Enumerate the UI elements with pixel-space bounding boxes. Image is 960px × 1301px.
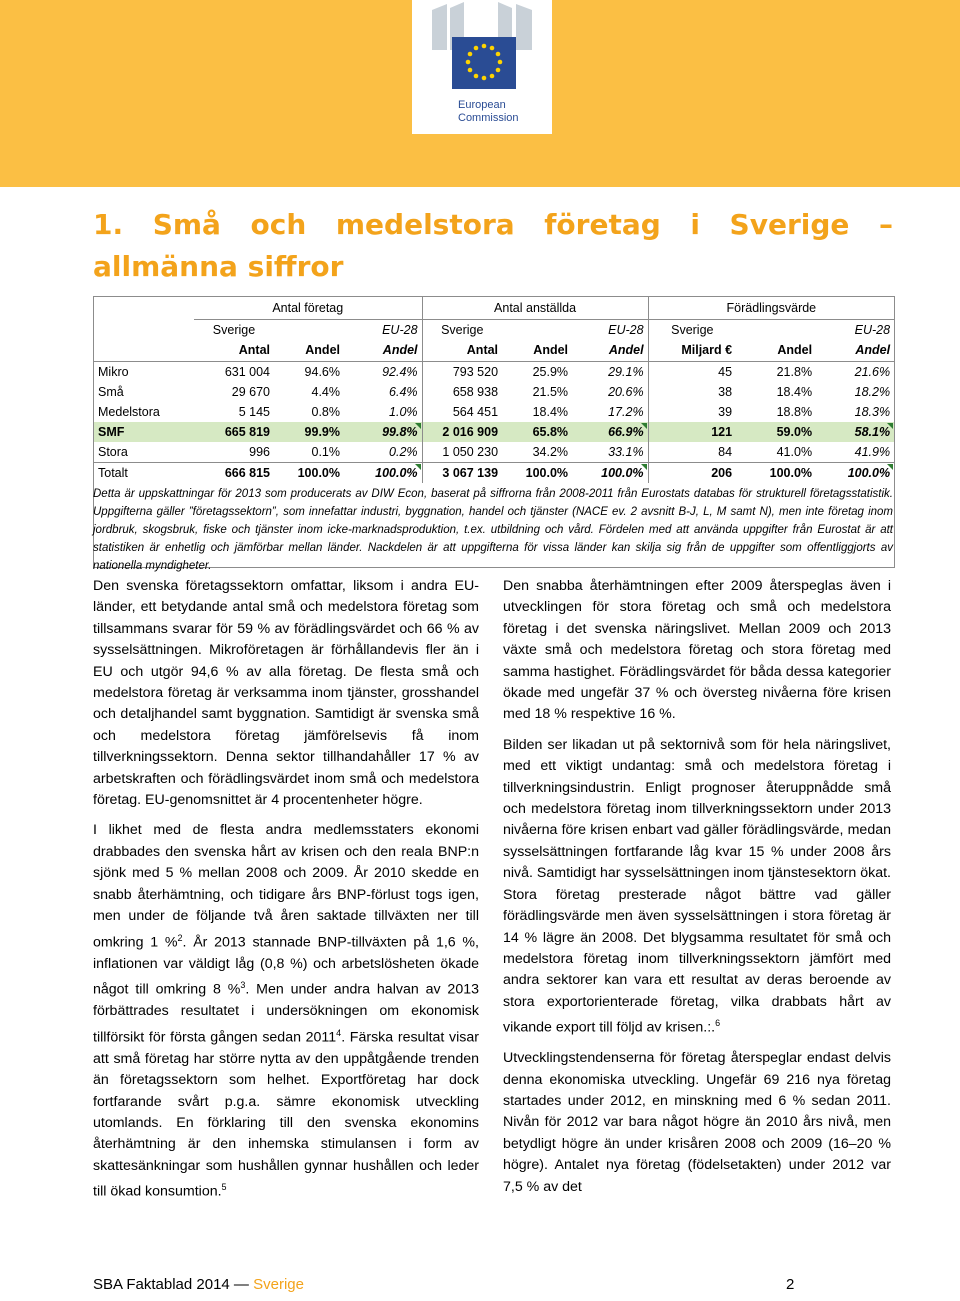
- svg-text:European: European: [458, 99, 506, 111]
- paragraph: I likhet med de flesta andra medlemsstaters ekonomi drabbades den svenska hårt av krisen och den reala BNP:n sjönk med 5 % mellan 2008 och 2009. År 2010 skedde en snabb återhämtning, och tidigare års BNP-förlust togs igen, men under de följande två åren saktade tillväxten ner till omkring 1 %$^2$. År 2013 stannade BNP-tillväxten på 1,6 %, inflationen var väldigt låg (0,8 %) och arbetslösheten ökade något till omkring 8 %$^3$. Men under andra halvan av 2013 förbättrades resultatet i undersökningen om ekonomisk tillförsikt för första gången sedan 2011$^4$. Färska resultat visar att små företag har större nytta av den uppåtgående trenden än företagssektorn som helhet. Exportföretag har dock fortfarande svårt p.g.a. sämre ekonomisk utveckling utomlands. En förklaring till den svenska ekonomins återhämtning är den inhemska stimulansen i form av skattesänkningar som hushållen gynnar hushållen och leder till ökad konsumtion.$^5$: [93, 822, 479, 1200]
- table-row: Stora 996 0.1% 0.2% 1 050 230 34.2% 33.1% 84 41.0% 41.9%: [94, 442, 894, 463]
- right-column: [503, 576, 891, 1207]
- subheader: EU-28: [608, 322, 644, 337]
- footnote-ref: 5: [221, 1182, 227, 1193]
- group-header: Antal anställda: [422, 297, 648, 319]
- table-row: Små 29 670 4.4% 6.4% 658 938 21.5% 20.6% 38 18.4% 18.2%: [94, 382, 894, 402]
- european-commission-logo: [412, 0, 552, 134]
- footer-label: SBA Faktablad 2014 —: [93, 1276, 249, 1293]
- footnote-ref: 4: [336, 1027, 342, 1038]
- table-row: Medelstora 5 145 0.8% 1.0% 564 451 18.4% 17.2% 39 18.8% 18.3%: [94, 402, 894, 422]
- subheader: Sverige: [648, 319, 736, 340]
- table-row: Mikro 631 004 94.6% 92.4% 793 520 25.9% 29.1% 45 21.8% 21.6%: [94, 362, 894, 383]
- footnote-ref: 2: [177, 932, 183, 943]
- subheader: EU-28: [382, 322, 418, 337]
- table-row-smf: SMF 665 819 99.9% 99.8% 2 016 909 65.8% 66.9% 121 59.0% 58.1%: [94, 422, 894, 442]
- table-note: Detta är uppskattningar för 2013 som producerats av DIW Econ, baserat på siffrorna från 2008-2011 från Eurostats databas för strukturell företagsstatistik. Uppgifterna gäller ”företagssektorn”, som innefattar industri, byggnation, handel och tjänster (NACE ev. 2 avsnitt B-J, L, M samt N), men inte företag inom jordbruk, skogsbruk, fiske och tjänster inom icke-marknadsproduktion, t.ex. utbildning och vård. Fördelen med att använda uppgifter från Eurostat är att statistiken är enhetlig och jämförbar mellan länder. Nackdelen är att uppgifterna för vissa länder kan skilja sig från de uppgifter som offentliggjorts av nationella myndigheter.: [93, 488, 893, 572]
- page-number: 2: [786, 1276, 795, 1293]
- footer-country: Sverige: [253, 1276, 304, 1293]
- table-row-total: Totalt 666 815 100.0% 100.0% 3 067 139 100.0% 100.0% 206 100.0% 100.0%: [94, 463, 894, 484]
- column-header: Andel: [736, 340, 816, 362]
- paragraph: Utvecklingstendenserna för företag återspeglar endast delvis denna ekonomiska utveckling. Ungefär 69 216 nya företag startades under 2012, en minskning med 6 % sedan 2011. Nivån för 2012 var bara något högre än 2010 års nivå, men betydligt högre än under krisåren 2008 och 2009 (16–20 % högre). Antalet nya företag (födelsetakten) under 2012 var 7,5 % av det: [503, 1050, 891, 1195]
- group-header: Förädlingsvärde: [648, 297, 894, 319]
- column-header: Andel: [816, 340, 894, 362]
- column-header: Antal: [194, 340, 274, 362]
- subheader: Sverige: [212, 322, 256, 337]
- column-header: Andel: [344, 340, 422, 362]
- column-header: Andel: [274, 340, 344, 362]
- footnote-ref: 6: [715, 1018, 721, 1029]
- footnote-ref: 3: [240, 980, 246, 991]
- column-header: Andel: [502, 340, 572, 362]
- column-header: Andel: [572, 340, 648, 362]
- column-header: Antal: [422, 340, 502, 362]
- paragraph: Bilden ser likadan ut på sektornivå som för hela näringslivet, med ett viktigt undantag: små och medelstora företag i tillverkningsindustrin. Enligt prognoser återuppnådde små och medelstora företag inom tillverkningssektorn under 2013 nivåerna före krisen enbart vad gäller förädlingsvärde, medan sysselsättningen fortfarande låg kvar 15 % under 2008 års nivå. Samtidigt har sysselsättningen inom tjänstesektorn ökat. Stora företag presterade något bättre vad gäller förädlingsvärde men även sysselsättningen i stora företag är 14 % lägre än 2008. Det blygsamma resultatet för små och medelstora företag inom tillverkningssektorn jämfört med andra sektorer kan vara ett resultat av deras beroende av stora exportorienterade företag, vilka drabbats hårt av vikande export till följd av krisen.:.$^6$: [503, 736, 891, 1036]
- column-header: Miljard €: [648, 340, 736, 362]
- subheader: EU-28: [854, 322, 891, 337]
- group-header: Antal företag: [194, 297, 422, 319]
- svg-text:Commission: Commission: [458, 112, 519, 124]
- footer: [93, 1276, 304, 1293]
- paragraph: Den snabba återhämtningen efter 2009 återspeglas även i utvecklingen för stora företag och små och medelstora företag i det svenska näringslivet. Mellan 2009 och 2013 växte små och medelstora företag och stora företag med samma hastighet. Förädlingsvärdet för båda dessa kategorier ökade med ungefär 37 % och översteg nivåerna före krisen med 18 % respektive 16 %.: [503, 578, 891, 723]
- paragraph: Den svenska företagssektorn omfattar, liksom i andra EU-länder, ett betydande antal små och medelstora företag som tillsammans svarar för 59 % av förädlingsvärdet och 66 % av sysselsättningen. Mikroföretagen är förhållandevis fler än i EU och utgör 94,6 % av alla företag. De flesta små och medelstora företag är verksamma inom tjänster, grosshandel och detaljhandel samt byggnation. Samtidigt är svenska små och medelstora företag jämförelsevis få inom tillverkningssektorn. Denna sektor tillhandahåller 17 % av arbetskraften och förädlingsvärdet inom små och medelstora företag. EU-genomsnittet är 4 procentenheter högre.: [93, 578, 479, 809]
- subheader: Sverige: [422, 319, 502, 340]
- left-column: [93, 576, 479, 1212]
- page-title: 1. Små och medelstora företag i Sverige – allmänna siffror: [93, 208, 893, 283]
